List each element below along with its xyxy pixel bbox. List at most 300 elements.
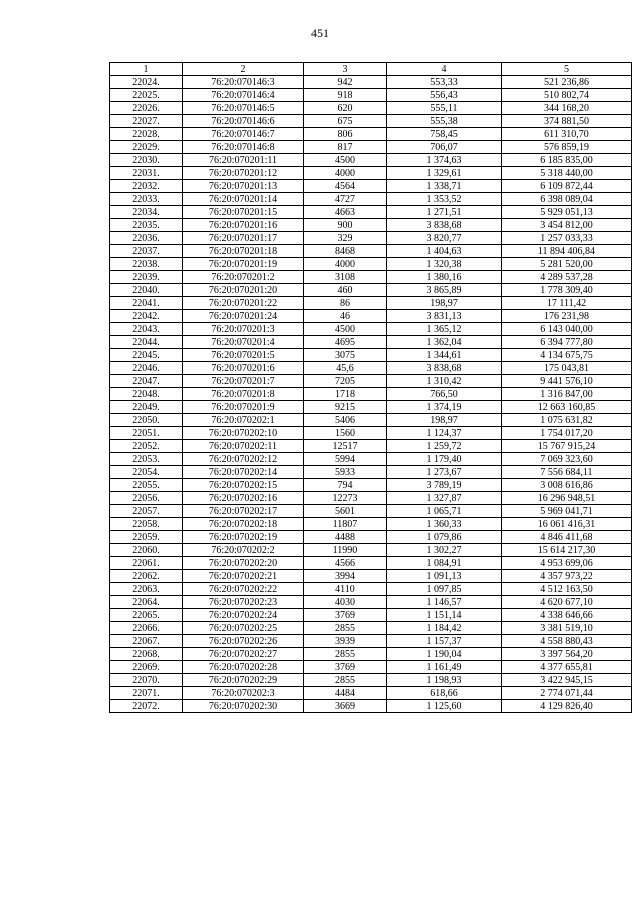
value-cell: 9 441 576,10	[502, 375, 632, 388]
area-cell: 2855	[304, 622, 387, 635]
area-cell: 3108	[304, 271, 387, 284]
value-cell: 16 061 416,31	[502, 518, 632, 531]
cadastral-number-cell: 76:20:070146:7	[183, 128, 304, 141]
area-cell: 918	[304, 89, 387, 102]
area-cell: 2855	[304, 648, 387, 661]
rate-cell: 3 820,77	[387, 232, 502, 245]
rate-cell: 766,50	[387, 388, 502, 401]
column-header-3: 3	[304, 63, 387, 76]
cadastral-number-cell: 76:20:070146:6	[183, 115, 304, 128]
value-cell: 7 069 323,60	[502, 453, 632, 466]
table-row	[110, 258, 632, 271]
table-row	[110, 76, 632, 89]
data-table	[109, 62, 632, 713]
rate-cell: 1 365,12	[387, 323, 502, 336]
area-cell: 11807	[304, 518, 387, 531]
value-cell: 576 859,19	[502, 141, 632, 154]
rate-cell: 1 320,38	[387, 258, 502, 271]
row-number-cell: 22026.	[110, 102, 183, 115]
row-number-cell: 22048.	[110, 388, 183, 401]
row-number-cell: 22027.	[110, 115, 183, 128]
rate-cell: 1 179,40	[387, 453, 502, 466]
cadastral-number-cell: 76:20:070201:7	[183, 375, 304, 388]
table-row	[110, 388, 632, 401]
rate-cell: 1 146,57	[387, 596, 502, 609]
value-cell: 4 129 826,40	[502, 700, 632, 713]
row-number-cell: 22061.	[110, 557, 183, 570]
table-row	[110, 128, 632, 141]
cadastral-number-cell: 76:20:070201:13	[183, 180, 304, 193]
table-body	[110, 76, 632, 713]
row-number-cell: 22025.	[110, 89, 183, 102]
value-cell: 5 281 520,00	[502, 258, 632, 271]
rate-cell: 1 380,16	[387, 271, 502, 284]
rate-cell: 198,97	[387, 414, 502, 427]
cadastral-number-cell: 76:20:070202:30	[183, 700, 304, 713]
value-cell: 374 881,50	[502, 115, 632, 128]
rate-cell: 3 838,68	[387, 362, 502, 375]
area-cell: 4695	[304, 336, 387, 349]
area-cell: 2855	[304, 674, 387, 687]
rate-cell: 1 091,13	[387, 570, 502, 583]
area-cell: 1718	[304, 388, 387, 401]
table-row	[110, 453, 632, 466]
area-cell: 7205	[304, 375, 387, 388]
row-number-cell: 22033.	[110, 193, 183, 206]
rate-cell: 1 273,67	[387, 466, 502, 479]
area-cell: 942	[304, 76, 387, 89]
rate-cell: 1 097,85	[387, 583, 502, 596]
table-row	[110, 167, 632, 180]
rate-cell: 1 374,63	[387, 154, 502, 167]
table-row	[110, 674, 632, 687]
cadastral-number-cell: 76:20:070202:22	[183, 583, 304, 596]
table-row	[110, 427, 632, 440]
cadastral-number-cell: 76:20:070201:15	[183, 206, 304, 219]
cadastral-number-cell: 76:20:070202:19	[183, 531, 304, 544]
row-number-cell: 22060.	[110, 544, 183, 557]
area-cell: 5406	[304, 414, 387, 427]
area-cell: 4000	[304, 167, 387, 180]
cadastral-number-cell: 76:20:070146:3	[183, 76, 304, 89]
area-cell: 4727	[304, 193, 387, 206]
row-number-cell: 22064.	[110, 596, 183, 609]
table-row	[110, 414, 632, 427]
area-cell: 460	[304, 284, 387, 297]
rate-cell: 1 329,61	[387, 167, 502, 180]
cadastral-number-cell: 76:20:070201:20	[183, 284, 304, 297]
area-cell: 11990	[304, 544, 387, 557]
area-cell: 900	[304, 219, 387, 232]
cadastral-number-cell: 76:20:070202:2	[183, 544, 304, 557]
cadastral-number-cell: 76:20:070201:2	[183, 271, 304, 284]
value-cell: 6 185 835,00	[502, 154, 632, 167]
rate-cell: 1 198,93	[387, 674, 502, 687]
row-number-cell: 22040.	[110, 284, 183, 297]
row-number-cell: 22056.	[110, 492, 183, 505]
cadastral-number-cell: 76:20:070202:16	[183, 492, 304, 505]
row-number-cell: 22072.	[110, 700, 183, 713]
value-cell: 611 310,70	[502, 128, 632, 141]
page-number: 451	[311, 26, 329, 40]
row-number-cell: 22036.	[110, 232, 183, 245]
value-cell: 3 422 945,15	[502, 674, 632, 687]
rate-cell: 3 838,68	[387, 219, 502, 232]
row-number-cell: 22037.	[110, 245, 183, 258]
cadastral-number-cell: 76:20:070202:12	[183, 453, 304, 466]
cadastral-number-cell: 76:20:070202:25	[183, 622, 304, 635]
cadastral-number-cell: 76:20:070201:8	[183, 388, 304, 401]
area-cell: 4110	[304, 583, 387, 596]
value-cell: 15 614 217,30	[502, 544, 632, 557]
row-number-cell: 22028.	[110, 128, 183, 141]
rate-cell: 1 327,87	[387, 492, 502, 505]
value-cell: 1 778 309,40	[502, 284, 632, 297]
rate-cell: 3 865,89	[387, 284, 502, 297]
area-cell: 8468	[304, 245, 387, 258]
area-cell: 12273	[304, 492, 387, 505]
area-cell: 3939	[304, 635, 387, 648]
area-cell: 4564	[304, 180, 387, 193]
row-number-cell: 22071.	[110, 687, 183, 700]
table-row	[110, 310, 632, 323]
cadastral-number-cell: 76:20:070202:18	[183, 518, 304, 531]
area-cell: 4488	[304, 531, 387, 544]
row-number-cell: 22063.	[110, 583, 183, 596]
table-row	[110, 141, 632, 154]
value-cell: 1 257 033,33	[502, 232, 632, 245]
cadastral-number-cell: 76:20:070146:4	[183, 89, 304, 102]
rate-cell: 1 338,71	[387, 180, 502, 193]
row-number-cell: 22051.	[110, 427, 183, 440]
value-cell: 6 109 872,44	[502, 180, 632, 193]
table-row	[110, 648, 632, 661]
value-cell: 4 357 973,22	[502, 570, 632, 583]
cadastral-number-cell: 76:20:070146:5	[183, 102, 304, 115]
column-header-1: 1	[110, 63, 183, 76]
value-cell: 4 953 699,06	[502, 557, 632, 570]
table-row	[110, 635, 632, 648]
table-header-row	[110, 63, 632, 76]
cadastral-number-cell: 76:20:070201:17	[183, 232, 304, 245]
cadastral-number-cell: 76:20:070202:28	[183, 661, 304, 674]
rate-cell: 758,45	[387, 128, 502, 141]
table-row	[110, 206, 632, 219]
table-row	[110, 245, 632, 258]
row-number-cell: 22070.	[110, 674, 183, 687]
rate-cell: 1 353,52	[387, 193, 502, 206]
cadastral-number-cell: 76:20:070201:9	[183, 401, 304, 414]
area-cell: 5933	[304, 466, 387, 479]
table-row	[110, 466, 632, 479]
table-row	[110, 518, 632, 531]
value-cell: 1 754 017,20	[502, 427, 632, 440]
cadastral-number-cell: 76:20:070202:15	[183, 479, 304, 492]
area-cell: 806	[304, 128, 387, 141]
table-row	[110, 323, 632, 336]
area-cell: 4500	[304, 323, 387, 336]
table-row	[110, 154, 632, 167]
rate-cell: 1 404,63	[387, 245, 502, 258]
value-cell: 5 969 041,71	[502, 505, 632, 518]
cadastral-number-cell: 76:20:070201:11	[183, 154, 304, 167]
cadastral-number-cell: 76:20:070202:24	[183, 609, 304, 622]
rate-cell: 3 831,13	[387, 310, 502, 323]
row-number-cell: 22043.	[110, 323, 183, 336]
cadastral-number-cell: 76:20:070202:3	[183, 687, 304, 700]
value-cell: 4 558 880,43	[502, 635, 632, 648]
cadastral-number-cell: 76:20:070201:12	[183, 167, 304, 180]
cadastral-number-cell: 76:20:070201:19	[183, 258, 304, 271]
value-cell: 15 767 915,24	[502, 440, 632, 453]
area-cell: 3769	[304, 661, 387, 674]
table-row	[110, 700, 632, 713]
table-row	[110, 297, 632, 310]
row-number-cell: 22029.	[110, 141, 183, 154]
row-number-cell: 22034.	[110, 206, 183, 219]
area-cell: 329	[304, 232, 387, 245]
row-number-cell: 22044.	[110, 336, 183, 349]
row-number-cell: 22054.	[110, 466, 183, 479]
table-row	[110, 583, 632, 596]
cadastral-number-cell: 76:20:070146:8	[183, 141, 304, 154]
rate-cell: 1 084,91	[387, 557, 502, 570]
value-cell: 12 663 160,85	[502, 401, 632, 414]
value-cell: 4 289 537,28	[502, 271, 632, 284]
area-cell: 620	[304, 102, 387, 115]
table-row	[110, 687, 632, 700]
table-row	[110, 284, 632, 297]
value-cell: 7 556 684,11	[502, 466, 632, 479]
rate-cell: 1 374,19	[387, 401, 502, 414]
table-row	[110, 596, 632, 609]
cadastral-number-cell: 76:20:070202:17	[183, 505, 304, 518]
cadastral-number-cell: 76:20:070201:3	[183, 323, 304, 336]
area-cell: 794	[304, 479, 387, 492]
table-row	[110, 531, 632, 544]
rate-cell: 556,43	[387, 89, 502, 102]
rate-cell: 1 362,04	[387, 336, 502, 349]
value-cell: 4 846 411,68	[502, 531, 632, 544]
value-cell: 17 111,42	[502, 297, 632, 310]
area-cell: 46	[304, 310, 387, 323]
table-row	[110, 492, 632, 505]
row-number-cell: 22065.	[110, 609, 183, 622]
value-cell: 1 075 631,82	[502, 414, 632, 427]
table-row	[110, 622, 632, 635]
cadastral-number-cell: 76:20:070202:27	[183, 648, 304, 661]
table-row	[110, 505, 632, 518]
value-cell: 16 296 948,51	[502, 492, 632, 505]
row-number-cell: 22052.	[110, 440, 183, 453]
row-number-cell: 22032.	[110, 180, 183, 193]
table-row	[110, 193, 632, 206]
value-cell: 11 894 406,84	[502, 245, 632, 258]
rate-cell: 1 157,37	[387, 635, 502, 648]
area-cell: 45,6	[304, 362, 387, 375]
value-cell: 3 397 564,20	[502, 648, 632, 661]
row-number-cell: 22058.	[110, 518, 183, 531]
rate-cell: 618,66	[387, 687, 502, 700]
rate-cell: 1 344,61	[387, 349, 502, 362]
row-number-cell: 22067.	[110, 635, 183, 648]
row-number-cell: 22045.	[110, 349, 183, 362]
value-cell: 175 043,81	[502, 362, 632, 375]
rate-cell: 1 151,14	[387, 609, 502, 622]
area-cell: 3994	[304, 570, 387, 583]
area-cell: 3075	[304, 349, 387, 362]
column-header-4: 4	[387, 63, 502, 76]
table-row	[110, 609, 632, 622]
rate-cell: 198,97	[387, 297, 502, 310]
table-row	[110, 271, 632, 284]
cadastral-number-cell: 76:20:070201:14	[183, 193, 304, 206]
area-cell: 86	[304, 297, 387, 310]
row-number-cell: 22062.	[110, 570, 183, 583]
value-cell: 6 394 777,80	[502, 336, 632, 349]
table-row	[110, 661, 632, 674]
rate-cell: 1 161,49	[387, 661, 502, 674]
column-header-5: 5	[502, 63, 632, 76]
rate-cell: 1 259,72	[387, 440, 502, 453]
value-cell: 5 929 051,13	[502, 206, 632, 219]
value-cell: 6 398 089,04	[502, 193, 632, 206]
table-row	[110, 557, 632, 570]
cadastral-number-cell: 76:20:070202:1	[183, 414, 304, 427]
rate-cell: 555,11	[387, 102, 502, 115]
row-number-cell: 22053.	[110, 453, 183, 466]
row-number-cell: 22047.	[110, 375, 183, 388]
rate-cell: 1 124,37	[387, 427, 502, 440]
value-cell: 4 134 675,75	[502, 349, 632, 362]
cadastral-number-cell: 76:20:070202:14	[183, 466, 304, 479]
area-cell: 4500	[304, 154, 387, 167]
row-number-cell: 22069.	[110, 661, 183, 674]
cadastral-number-cell: 76:20:070202:10	[183, 427, 304, 440]
cadastral-number-cell: 76:20:070201:5	[183, 349, 304, 362]
cadastral-number-cell: 76:20:070201:16	[183, 219, 304, 232]
value-cell: 6 143 040,00	[502, 323, 632, 336]
area-cell: 3769	[304, 609, 387, 622]
rate-cell: 1 302,27	[387, 544, 502, 557]
value-cell: 3 008 616,86	[502, 479, 632, 492]
cadastral-number-cell: 76:20:070201:6	[183, 362, 304, 375]
table-row	[110, 115, 632, 128]
cadastral-number-cell: 76:20:070201:18	[183, 245, 304, 258]
area-cell: 4000	[304, 258, 387, 271]
row-number-cell: 22049.	[110, 401, 183, 414]
value-cell: 2 774 071,44	[502, 687, 632, 700]
column-header-2: 2	[183, 63, 304, 76]
table-row	[110, 479, 632, 492]
row-number-cell: 22039.	[110, 271, 183, 284]
value-cell: 3 381 519,10	[502, 622, 632, 635]
cadastral-number-cell: 76:20:070201:24	[183, 310, 304, 323]
row-number-cell: 22041.	[110, 297, 183, 310]
value-cell: 3 454 812,00	[502, 219, 632, 232]
table-row	[110, 349, 632, 362]
row-number-cell: 22030.	[110, 154, 183, 167]
table-row	[110, 375, 632, 388]
rate-cell: 1 271,51	[387, 206, 502, 219]
row-number-cell: 22038.	[110, 258, 183, 271]
area-cell: 675	[304, 115, 387, 128]
area-cell: 4566	[304, 557, 387, 570]
table-header	[110, 63, 632, 76]
row-number-cell: 22024.	[110, 76, 183, 89]
row-number-cell: 22055.	[110, 479, 183, 492]
cadastral-number-cell: 76:20:070201:4	[183, 336, 304, 349]
rate-cell: 553,33	[387, 76, 502, 89]
area-cell: 4030	[304, 596, 387, 609]
value-cell: 4 377 655,81	[502, 661, 632, 674]
row-number-cell: 22031.	[110, 167, 183, 180]
table-row	[110, 180, 632, 193]
value-cell: 4 338 646,66	[502, 609, 632, 622]
area-cell: 9215	[304, 401, 387, 414]
table-row	[110, 401, 632, 414]
row-number-cell: 22042.	[110, 310, 183, 323]
cadastral-number-cell: 76:20:070202:11	[183, 440, 304, 453]
area-cell: 1560	[304, 427, 387, 440]
row-number-cell: 22046.	[110, 362, 183, 375]
area-cell: 3669	[304, 700, 387, 713]
area-cell: 5994	[304, 453, 387, 466]
table-row	[110, 336, 632, 349]
cadastral-number-cell: 76:20:070202:20	[183, 557, 304, 570]
row-number-cell: 22059.	[110, 531, 183, 544]
area-cell: 4484	[304, 687, 387, 700]
row-number-cell: 22068.	[110, 648, 183, 661]
rate-cell: 706,07	[387, 141, 502, 154]
rate-cell: 1 184,42	[387, 622, 502, 635]
area-cell: 4663	[304, 206, 387, 219]
rate-cell: 1 360,33	[387, 518, 502, 531]
rate-cell: 555,38	[387, 115, 502, 128]
table-row	[110, 570, 632, 583]
rate-cell: 3 789,19	[387, 479, 502, 492]
rate-cell: 1 310,42	[387, 375, 502, 388]
rate-cell: 1 190,04	[387, 648, 502, 661]
rate-cell: 1 065,71	[387, 505, 502, 518]
value-cell: 1 316 847,00	[502, 388, 632, 401]
table-row	[110, 544, 632, 557]
area-cell: 817	[304, 141, 387, 154]
cadastral-number-cell: 76:20:070201:22	[183, 297, 304, 310]
table-row	[110, 89, 632, 102]
cadastral-number-cell: 76:20:070202:21	[183, 570, 304, 583]
row-number-cell: 22050.	[110, 414, 183, 427]
table-row	[110, 232, 632, 245]
cadastral-number-cell: 76:20:070202:26	[183, 635, 304, 648]
value-cell: 4 620 677,10	[502, 596, 632, 609]
table-row	[110, 219, 632, 232]
value-cell: 521 236,86	[502, 76, 632, 89]
area-cell: 12517	[304, 440, 387, 453]
cadastral-number-cell: 76:20:070202:29	[183, 674, 304, 687]
value-cell: 510 802,74	[502, 89, 632, 102]
value-cell: 344 168,20	[502, 102, 632, 115]
table-row	[110, 102, 632, 115]
table-row	[110, 440, 632, 453]
row-number-cell: 22057.	[110, 505, 183, 518]
table-row	[110, 362, 632, 375]
rate-cell: 1 079,86	[387, 531, 502, 544]
value-cell: 176 231,98	[502, 310, 632, 323]
row-number-cell: 22035.	[110, 219, 183, 232]
cadastral-number-cell: 76:20:070202:23	[183, 596, 304, 609]
value-cell: 5 318 440,00	[502, 167, 632, 180]
